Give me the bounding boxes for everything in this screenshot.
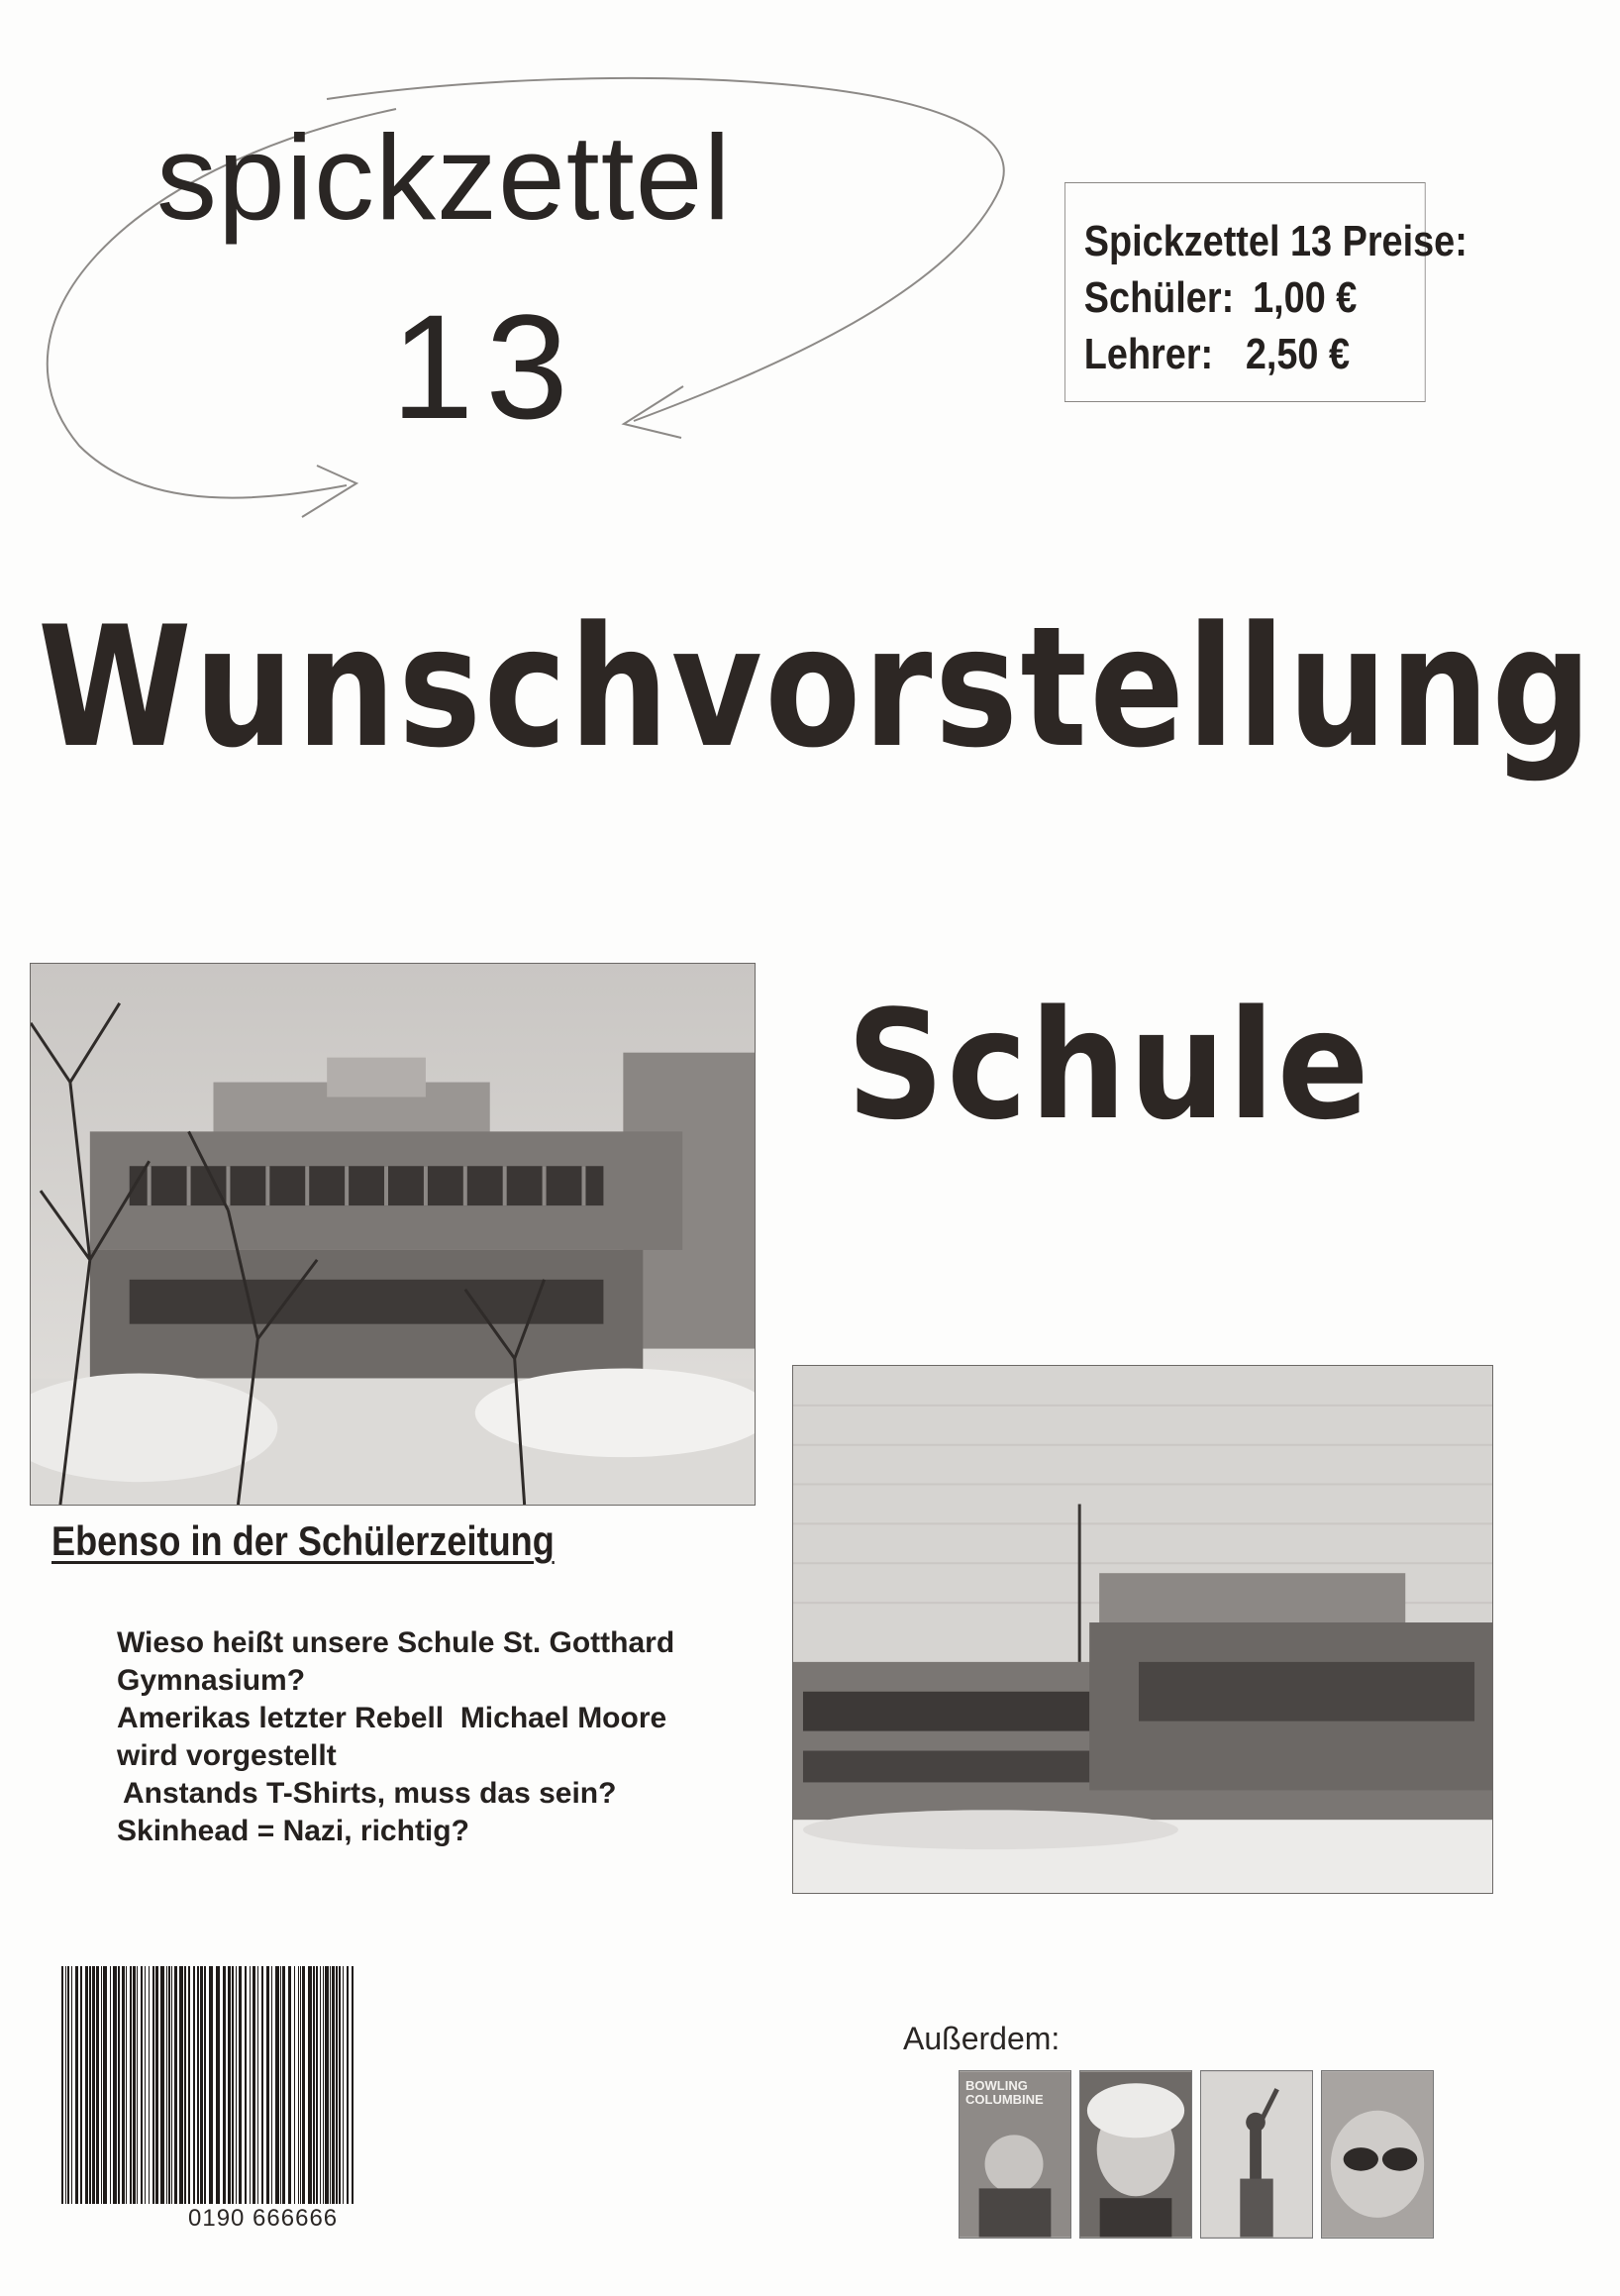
teaser-title: Ebenso in der Schülerzeitung — [51, 1517, 555, 1564]
teacher-price-row — [1084, 326, 1425, 382]
poster-text: BOWLING COLUMBINE — [965, 2078, 1044, 2107]
masthead-swirl — [0, 0, 1089, 555]
face-closeup-icon — [1321, 2070, 1434, 2239]
teaser-item: Wieso heißt unsere Schule St. Gotthard Gymnasium? — [117, 1626, 675, 1697]
masthead-title: spickzettel — [156, 110, 732, 245]
issue-number: 13 — [391, 283, 580, 450]
price-box — [1064, 182, 1468, 402]
student-label: Schüler: — [1083, 273, 1235, 322]
teaser-item: Skinhead = Nazi, richtig? — [117, 1815, 469, 1847]
statue-of-liberty-icon — [1200, 2070, 1313, 2239]
portrait-photo-icon — [1079, 2070, 1192, 2239]
school-photo-right — [792, 1365, 1493, 1894]
teaser-list — [117, 1624, 770, 1850]
teaser-item: Amerikas letzter Rebell Michael Moore wird vorgestellt — [117, 1702, 667, 1772]
extras-thumbnails — [959, 2070, 1442, 2246]
teacher-label: Lehrer: — [1083, 330, 1214, 378]
sub-headline: Schule — [847, 978, 1372, 1153]
barcode-number: 0190 666666 — [188, 2205, 339, 2232]
price-heading: Spickzettel 13 Preise: — [1083, 217, 1468, 265]
teacher-price: 2,50 € — [1245, 330, 1351, 378]
main-headline: Wunschvorstellung — [38, 590, 1594, 784]
teaser-item: Anstands T-Shirts, muss das sein? — [123, 1777, 617, 1810]
student-price-row — [1084, 269, 1425, 326]
school-photo-left — [30, 963, 756, 1506]
barcode — [59, 1966, 356, 2204]
student-price: 1,00 € — [1253, 273, 1358, 322]
movie-poster-icon — [959, 2070, 1071, 2239]
extras-label: Außerdem: — [903, 2021, 1061, 2056]
